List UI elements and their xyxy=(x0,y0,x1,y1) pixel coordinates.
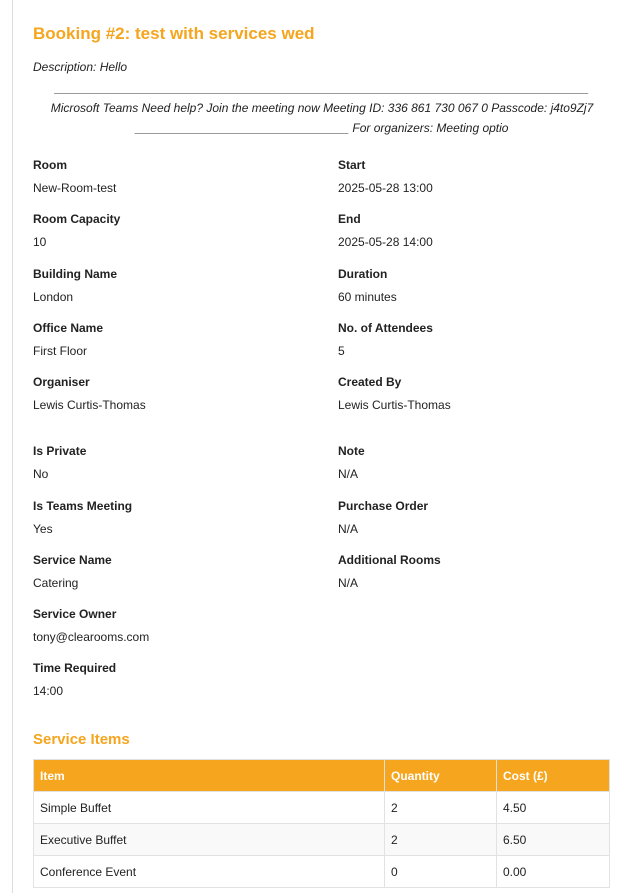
cell-cost: 6.50 xyxy=(497,824,610,856)
field-value: 2025-05-28 14:00 xyxy=(338,235,433,249)
field-label: Time Required xyxy=(33,661,117,675)
field-value: N/A xyxy=(338,467,359,481)
table-row xyxy=(34,792,610,824)
field-value: London xyxy=(33,290,74,304)
field-purchase-order xyxy=(338,498,428,537)
table-header-row xyxy=(34,760,610,792)
field-office-name xyxy=(33,320,103,359)
field-value: New-Room-test xyxy=(33,181,117,195)
field-value: tony@clearooms.com xyxy=(33,630,150,644)
field-value: First Floor xyxy=(33,344,87,358)
field-label: Purchase Order xyxy=(338,499,429,513)
field-label: End xyxy=(338,212,361,226)
field-value: Catering xyxy=(33,576,79,590)
field-label: Room xyxy=(33,158,67,172)
booking-description-body: ________________________________________________________________________________ Microsoft Teams Need help? Join the meeting now Meeting ID: 336 861 730 067 0 Passcode: j4to9Zj7 ________________________________ For organizers: Meeting optio xyxy=(50,81,594,135)
field-value: Lewis Curtis-Thomas xyxy=(338,398,451,412)
field-label: Office Name xyxy=(33,321,104,335)
field-service-owner xyxy=(33,606,149,645)
left-border xyxy=(12,0,13,893)
cell-quantity: 2 xyxy=(385,792,497,824)
field-label: Is Private xyxy=(33,444,87,458)
cell-item: Executive Buffet xyxy=(34,824,385,856)
cell-cost: 0.00 xyxy=(497,856,610,888)
field-is-teams-meeting xyxy=(33,498,132,537)
service-items-table xyxy=(33,759,610,888)
field-label: Created By xyxy=(338,375,402,389)
field-attendees xyxy=(338,320,433,359)
field-room-capacity xyxy=(33,211,120,250)
field-label: Service Owner xyxy=(33,607,117,621)
field-organiser xyxy=(33,374,146,413)
column-header-cost: Cost (£) xyxy=(497,760,610,792)
cell-quantity: 2 xyxy=(385,824,497,856)
field-value: 10 xyxy=(33,235,47,249)
field-label: Duration xyxy=(338,267,388,281)
field-service-name xyxy=(33,552,112,591)
field-label: Start xyxy=(338,158,366,172)
field-end xyxy=(338,211,433,250)
cell-item: Simple Buffet xyxy=(34,792,385,824)
service-items-heading: Service Items xyxy=(33,731,130,748)
field-value: 2025-05-28 13:00 xyxy=(338,181,433,195)
field-label: Note xyxy=(338,444,365,458)
field-label: Organiser xyxy=(33,375,90,389)
cell-item: Conference Event xyxy=(34,856,385,888)
booking-title: Booking #2: test with services wed xyxy=(33,24,315,43)
cell-quantity: 0 xyxy=(385,856,497,888)
field-label: Additional Rooms xyxy=(338,553,441,567)
field-value: Yes xyxy=(33,522,53,536)
field-created-by xyxy=(338,374,451,413)
field-time-required xyxy=(33,660,116,699)
field-value: Lewis Curtis-Thomas xyxy=(33,398,146,412)
booking-description-label: Description: Hello xyxy=(33,60,128,74)
field-start xyxy=(338,157,433,196)
field-value: N/A xyxy=(338,522,359,536)
field-label: No. of Attendees xyxy=(338,321,433,335)
field-value: N/A xyxy=(338,576,359,590)
field-value: 60 minutes xyxy=(338,290,397,304)
field-label: Building Name xyxy=(33,267,118,281)
table-row xyxy=(34,824,610,856)
field-value: 14:00 xyxy=(33,684,64,698)
field-label: Room Capacity xyxy=(33,212,121,226)
column-header-quantity: Quantity xyxy=(385,760,497,792)
field-additional-rooms xyxy=(338,552,441,591)
field-value: 5 xyxy=(338,344,345,358)
field-label: Service Name xyxy=(33,553,112,567)
field-room xyxy=(33,157,116,196)
field-is-private xyxy=(33,443,86,482)
field-note xyxy=(338,443,365,482)
field-duration xyxy=(338,266,397,305)
column-header-item: Item xyxy=(34,760,385,792)
field-label: Is Teams Meeting xyxy=(33,499,133,513)
field-value: No xyxy=(33,467,49,481)
field-building-name xyxy=(33,266,117,305)
cell-cost: 4.50 xyxy=(497,792,610,824)
table-row xyxy=(34,856,610,888)
